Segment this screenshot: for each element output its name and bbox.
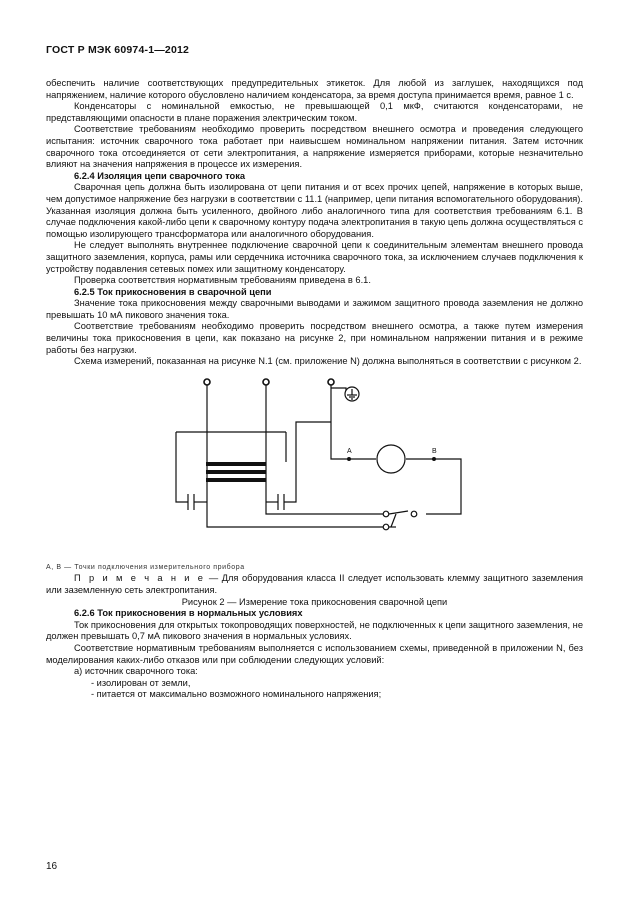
section-heading-6-2-5: 6.2.5 Ток прикосновения в сварочной цепи: [74, 286, 272, 297]
list-item: - изолирован от земли,: [91, 677, 191, 688]
list-item: - питается от максимально возможного номинального напряжения;: [91, 689, 382, 700]
protective-earth-terminal: [328, 379, 334, 385]
paragraph: Соответствие нормативным требованиям выполняется с использованием схемы, приведенной в приложении N, без моделирования каких-либо отказов или при соблюдении следующих условий:: [46, 643, 583, 665]
point-b-dot: [432, 457, 436, 461]
figure-note: [46, 573, 583, 596]
list-item: а) источник сварочного тока:: [74, 666, 198, 677]
figure-caption: Рисунок 2 — Измерение тока прикосновения сварочной цепи: [181, 596, 448, 607]
paragraph: Соответствие требованиям необходимо проверить посредством внешнего осмотра и проведения следующего испытания: источник сварочного тока работает при наивысшем номинальном напряжении питания. Затем источник сварочного тока отсоединяется от сети электропитания, а напряжение измеряется приборами, которые незначительно влияют на значения напряжения в процессе их измерения.: [46, 124, 583, 170]
paragraph: Сварочная цепь должна быть изолирована от цепи питания и от всех прочих цепей, напряжение в которых выше, чем допустимое напряжение без нагрузки в соответствии с 11.1 (например, цепи питания вспомогательного оборудования). Указанная изоляция должна быть усиленного, двойного либо аналогичного типа для соответствия требованиям 6.1. В случае подключения какой-либо цепи к сварочному контуру подача электропитания в такую цепь должна осуществляться с помощью изолирующего трансформатора или аналогичного оборудования.: [46, 182, 583, 239]
transformer-core-bottom: [206, 478, 266, 482]
note-label: П р и м е ч а н и е: [74, 573, 206, 584]
page-content: [46, 78, 583, 701]
figure-legend: А, В — Точки подключения измерительного прибора: [46, 563, 245, 571]
section-heading-6-2-4: 6.2.4 Изоляция цепи сварочного тока: [74, 170, 246, 181]
transformer-core-middle: [206, 470, 266, 474]
point-a-dot: [347, 457, 351, 461]
paragraph: Ток прикосновения для открытых токопроводящих поверхностей, не подключенных к цепи защитного заземления, не должен превышать 0,7 мА пикового значения в нормальных условиях.: [46, 619, 583, 642]
welding-terminal-right: [263, 379, 269, 385]
welding-terminal-left: [204, 379, 210, 385]
switch-contact: [383, 511, 389, 517]
note-text: — Для оборудования класса II следует использовать клемму защитного заземления или заземленную сеть электропитания.: [46, 573, 583, 596]
section-heading-6-2-6: 6.2.6 Ток прикосновения в нормальных условиях: [74, 608, 303, 619]
figure-2-circuit: [46, 372, 583, 562]
paragraph: Значение тока прикосновения между сварочными выводами и зажимом защитного провода заземления не должно превышать 10 мА пикового значения тока.: [46, 298, 583, 320]
earth-symbol-icon: [345, 387, 359, 401]
paragraph: Проверка соответствия нормативным требованиям приведена в 6.1.: [74, 275, 371, 286]
circuit-diagram: [46, 372, 583, 562]
switch-contact: [411, 511, 417, 517]
page-number: 16: [46, 861, 58, 872]
document-header: ГОСТ Р МЭК 60974-1—2012: [46, 44, 190, 56]
paragraph: Схема измерений, показанная на рисунке N.1 (см. приложение N) должна выполняться в соответствии с рисунком 2.: [74, 356, 582, 367]
point-b-label: B: [432, 447, 437, 455]
paragraph: Не следует выполнять внутреннее подключение сварочной цепи к соединительным элементам внешнего провода защитного заземления, корпуса, рамы или сердечника источника сварочного тока, за исключением случаев подключения к устройству подавления сетевых помех или защитному конденсатору.: [46, 240, 583, 274]
measuring-instrument-circle: [377, 445, 405, 473]
point-a-label: A: [347, 447, 352, 455]
paragraph: Конденсаторы с номинальной емкостью, не превышающей 0,1 мкФ, считаются конденсаторами, не представляющими опасности в плане поражения электрическим током.: [46, 101, 583, 123]
switch-contact: [383, 524, 389, 530]
paragraph: Соответствие требованиям необходимо проверить посредством внешнего осмотра, а также путем измерения величины тока прикосновения в цепи, как показано на рисунке 2, при номинальном напряжении питания и в режиме работы без нагрузки.: [46, 321, 583, 355]
paragraph: обеспечить наличие соответствующих предупредительных этикеток. Для любой из заглушек, находящихся под напряжением, наличие которого обусловлено наличием конденсатора, за время доступа принимается время, равное 1 с.: [46, 78, 583, 100]
transformer-core-top: [206, 462, 266, 466]
earth-connection-wire: [331, 388, 346, 394]
